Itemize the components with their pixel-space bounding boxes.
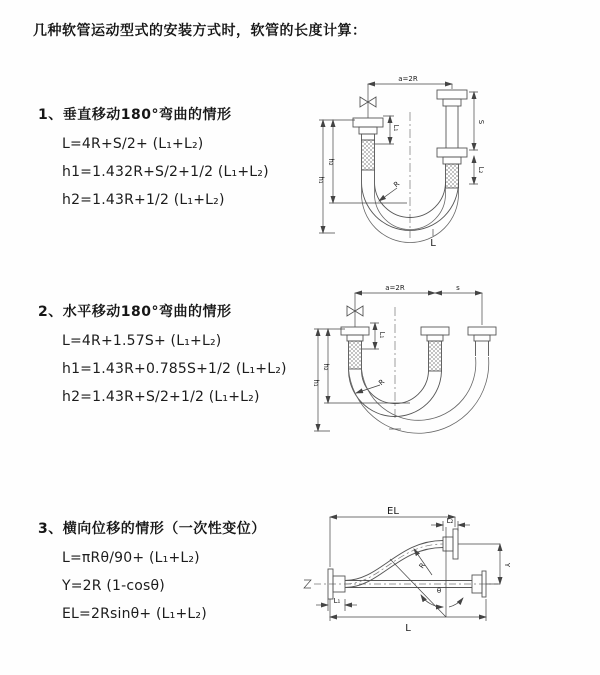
dim-l1 <box>316 597 357 611</box>
radius-leader <box>356 378 386 393</box>
dim-h1-label: h₁ <box>312 379 320 387</box>
dim-l1-label: L₁ <box>392 124 400 132</box>
dim-l <box>430 229 436 249</box>
left-flange <box>353 118 383 140</box>
diagram-horizontal-180-bend <box>300 281 592 461</box>
dim-l1-label: L₁ <box>378 331 386 339</box>
dim-h2-label: h₂ <box>327 158 335 166</box>
formula-line: L=4R+S/2+ (L₁+L₂) <box>62 136 204 152</box>
radius-leader <box>379 180 401 201</box>
section-2-heading: 2、水平移动180°弯曲的情形 <box>38 304 232 320</box>
dim-l-label: L <box>430 238 436 249</box>
diagram-lateral-displacement <box>300 499 595 654</box>
radius-label: R <box>392 179 402 190</box>
formula-line: h2=1.43R+S/2+1/2 (L₁+L₂) <box>62 389 260 405</box>
radius-label: R <box>417 561 428 571</box>
dim-s-label: S <box>477 119 485 125</box>
section-lateral-displacement <box>38 518 338 628</box>
formula-line: h1=1.43R+0.785S+1/2 (L₁+L₂) <box>62 361 287 377</box>
dim-s <box>435 284 482 325</box>
dim-l2-label: L₂ <box>446 517 454 525</box>
right-braid-section <box>446 164 459 188</box>
upper-flange <box>443 529 458 559</box>
dim-s-label: s <box>456 284 460 292</box>
hose-u-curves <box>348 357 488 433</box>
dim-l2-label: L₂ <box>477 166 485 174</box>
dim-h2-label: h₂ <box>322 363 330 371</box>
right-flange <box>468 327 496 356</box>
dim-a-2r <box>368 75 452 89</box>
formula-line: h2=1.43R+1/2 (L₁+L₂) <box>62 192 225 208</box>
dim-h2 <box>322 329 410 403</box>
dim-l1-label: L₁ <box>333 597 341 605</box>
section-2-formulas <box>62 327 338 411</box>
formula-line: Y=2R (1-cosθ) <box>62 578 165 594</box>
formula-line: EL=2Rsinθ+ (L₁+L₂) <box>62 606 207 622</box>
dim-el <box>330 506 455 567</box>
dim-a-2r-label: a=2R <box>385 284 405 292</box>
left-braid-section <box>349 341 362 369</box>
theta-label: θ <box>436 587 442 595</box>
formula-line: L=4R+1.57S+ (L₁+L₂) <box>62 333 222 349</box>
dim-y-label: Y <box>503 562 511 568</box>
middle-flange <box>421 327 449 341</box>
dim-y <box>458 544 511 584</box>
dim-l2 <box>474 156 485 184</box>
middle-braid-section <box>429 341 442 371</box>
radius-label: R <box>377 377 387 388</box>
dim-l <box>330 599 486 634</box>
dim-h1 <box>317 120 355 233</box>
angle-construction <box>390 527 463 617</box>
page-title: 几种软管运动型式的安装方式时，软管的长度计算： <box>33 23 367 39</box>
dim-a-2r-label: a=2R <box>398 75 418 83</box>
section-1-heading: 1、垂直移动180°弯曲的情形 <box>38 107 232 123</box>
dim-el-label: EL <box>387 506 399 517</box>
valve-icon <box>347 293 363 327</box>
left-flange <box>341 327 369 341</box>
section-horizontal-180 <box>38 301 338 411</box>
section-vertical-180 <box>38 104 338 214</box>
left-braid-section <box>362 140 375 170</box>
dim-h1-label: h₁ <box>317 176 325 184</box>
dim-l2 <box>431 517 470 531</box>
section-3-formulas <box>62 544 338 628</box>
diagram-vertical-180-bend <box>295 70 585 255</box>
dim-a-2r <box>355 284 435 293</box>
right-fittings <box>437 90 467 164</box>
dim-h1 <box>312 329 345 431</box>
valve-icon <box>360 84 376 118</box>
dim-l1 <box>375 116 400 144</box>
formula-line: L=πRθ/90+ (L₁+L₂) <box>62 550 200 566</box>
section-3-heading: 3、横向位移的情形（一次性变位） <box>38 521 266 537</box>
dim-l-label: L <box>405 623 411 634</box>
formula-line: h1=1.432R+S/2+1/2 (L₁+L₂) <box>62 164 269 180</box>
